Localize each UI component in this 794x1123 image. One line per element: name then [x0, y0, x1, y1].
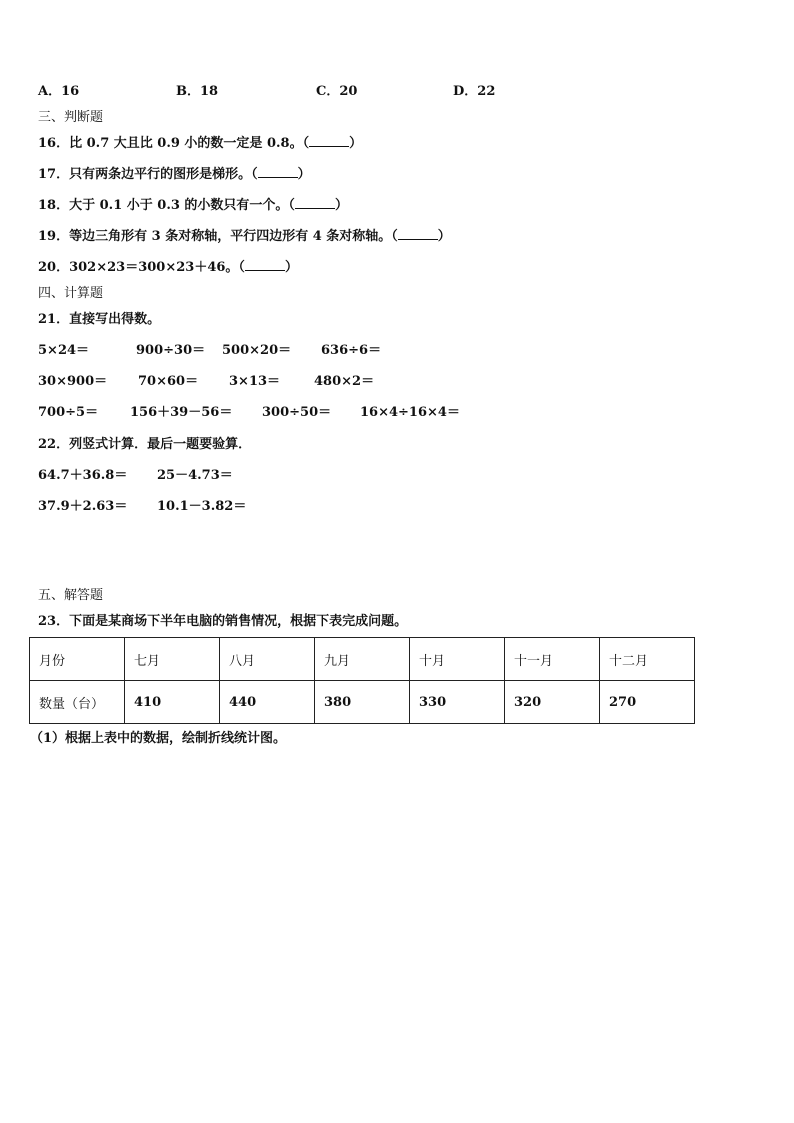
mental-math-2-1: 30×900＝ — [38, 374, 108, 389]
table-cell-value-sep: 380 — [315, 681, 410, 724]
section-title-answers: 五、解答题 — [38, 588, 104, 603]
table-cell-aug: 八月 — [220, 638, 315, 681]
mental-math-1-2: 900÷30＝ — [136, 343, 206, 358]
mental-math-2-2: 70×60＝ — [138, 374, 199, 389]
answer-blank-20[interactable] — [245, 270, 285, 271]
section-title-calculation: 四、计算题 — [38, 286, 104, 301]
option-d: D．22 — [453, 84, 496, 99]
table-cell-jul: 七月 — [125, 638, 220, 681]
table-cell-value-oct: 330 — [410, 681, 505, 724]
vertical-calc-4: 10.1－3.82＝ — [157, 499, 247, 514]
question-23-sub-1: （1）根据上表中的数据，绘制折线统计图。 — [30, 731, 287, 746]
question-19: 19．等边三角形有 3 条对称轴，平行四边形有 4 条对称轴。（ ） — [38, 229, 451, 244]
mental-math-1-4: 636÷6＝ — [321, 343, 382, 358]
answer-blank-18[interactable] — [295, 208, 335, 209]
mental-math-3-2: 156＋39－56＝ — [130, 405, 233, 420]
question-23-prompt: 23．下面是某商场下半年电脑的销售情况，根据下表完成问题。 — [38, 614, 408, 629]
table-cell-value-nov: 320 — [505, 681, 600, 724]
answer-blank-19[interactable] — [398, 239, 438, 240]
vertical-calc-1: 64.7＋36.8＝ — [38, 468, 128, 483]
option-b: B．18 — [176, 84, 219, 99]
table-header-row — [30, 638, 695, 681]
table-row — [30, 681, 695, 724]
question-17: 17．只有两条边平行的图形是梯形。（ ） — [38, 167, 311, 182]
mental-math-2-4: 480×2＝ — [314, 374, 375, 389]
table-cell-value-jul: 410 — [125, 681, 220, 724]
option-a: A．16 — [38, 84, 80, 99]
table-cell-oct: 十月 — [410, 638, 505, 681]
vertical-calc-2: 25－4.73＝ — [157, 468, 233, 483]
mental-math-1-3: 500×20＝ — [222, 343, 292, 358]
question-16: 16．比 0.7 大且比 0.9 小的数一定是 0.8。（ ） — [38, 136, 363, 151]
question-22-prompt: 22．列竖式计算．最后一题要验算． — [38, 437, 252, 452]
table-cell-month-label: 月份 — [30, 638, 125, 681]
table-cell-value-aug: 440 — [220, 681, 315, 724]
section-title-judgement: 三、判断题 — [38, 110, 104, 125]
table-cell-quantity-label: 数量（台） — [30, 681, 125, 724]
mental-math-3-3: 300÷50＝ — [262, 405, 332, 420]
table-cell-dec: 十二月 — [600, 638, 695, 681]
table-cell-nov: 十一月 — [505, 638, 600, 681]
mental-math-2-3: 3×13＝ — [229, 374, 281, 389]
option-c: C．20 — [316, 84, 358, 99]
table-cell-sep: 九月 — [315, 638, 410, 681]
answer-blank-16[interactable] — [309, 146, 349, 147]
question-20: 20．302×23＝300×23＋46。（ ） — [38, 260, 298, 275]
question-18: 18．大于 0.1 小于 0.3 的小数只有一个。（ ） — [38, 198, 348, 213]
question-21-prompt: 21．直接写出得数。 — [38, 312, 161, 327]
vertical-calc-3: 37.9＋2.63＝ — [38, 499, 128, 514]
mental-math-3-4: 16×4÷16×4＝ — [360, 405, 460, 420]
sales-table — [29, 637, 695, 724]
mental-math-3-1: 700÷5＝ — [38, 405, 99, 420]
mental-math-1-1: 5×24＝ — [38, 343, 90, 358]
table-cell-value-dec: 270 — [600, 681, 695, 724]
answer-blank-17[interactable] — [258, 177, 298, 178]
